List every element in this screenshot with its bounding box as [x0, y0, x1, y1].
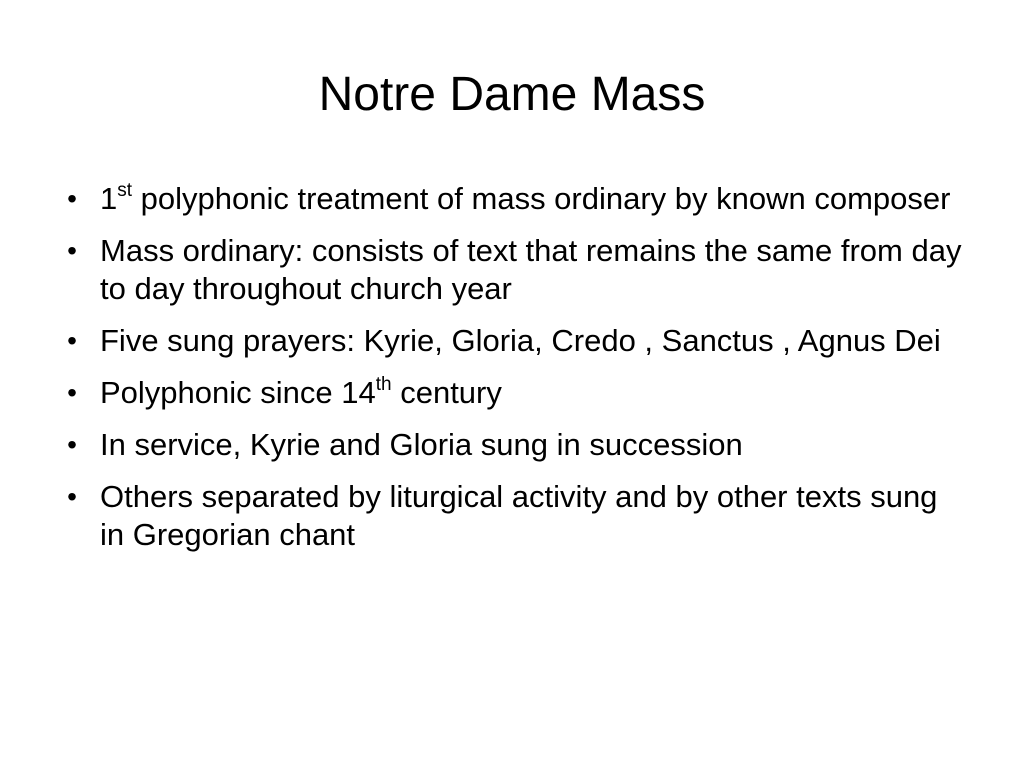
bullet-text: In service, Kyrie and Gloria sung in succession	[100, 427, 743, 462]
bullet-icon: •	[67, 481, 77, 512]
bullet-icon: •	[67, 429, 77, 460]
bullet-icon: •	[67, 377, 77, 408]
bullet-text: Five sung prayers: Kyrie, Gloria, Credo , Sanctus , Agnus Dei	[100, 323, 941, 358]
bullet-icon: •	[67, 325, 77, 356]
bullet-text: Mass ordinary: consists of text that remains the same from day to day throughout church year	[100, 233, 962, 306]
bullet-item	[62, 478, 962, 554]
bullet-text-part: century	[391, 375, 502, 410]
slide-title: Notre Dame Mass	[318, 68, 706, 121]
bullet-text-part: polyphonic treatment of mass ordinary by known composer	[132, 181, 951, 216]
bullet-icon: •	[67, 183, 77, 214]
bullet-list	[62, 180, 962, 568]
bullet-item	[62, 232, 962, 308]
bullet-text-part: 1	[100, 181, 118, 216]
bullet-text	[100, 181, 950, 216]
bullet-superscript: th	[375, 373, 392, 395]
bullet-icon: •	[67, 235, 77, 266]
bullet-text	[100, 375, 502, 410]
bullet-item	[62, 180, 962, 218]
bullet-item	[62, 322, 962, 360]
bullet-item	[62, 426, 962, 464]
bullet-text-part: Polyphonic since 14	[100, 375, 376, 410]
bullet-item	[62, 374, 962, 412]
bullet-superscript: st	[117, 179, 133, 201]
bullet-text: Others separated by liturgical activity and by other texts sung in Gregorian chant	[100, 479, 938, 552]
